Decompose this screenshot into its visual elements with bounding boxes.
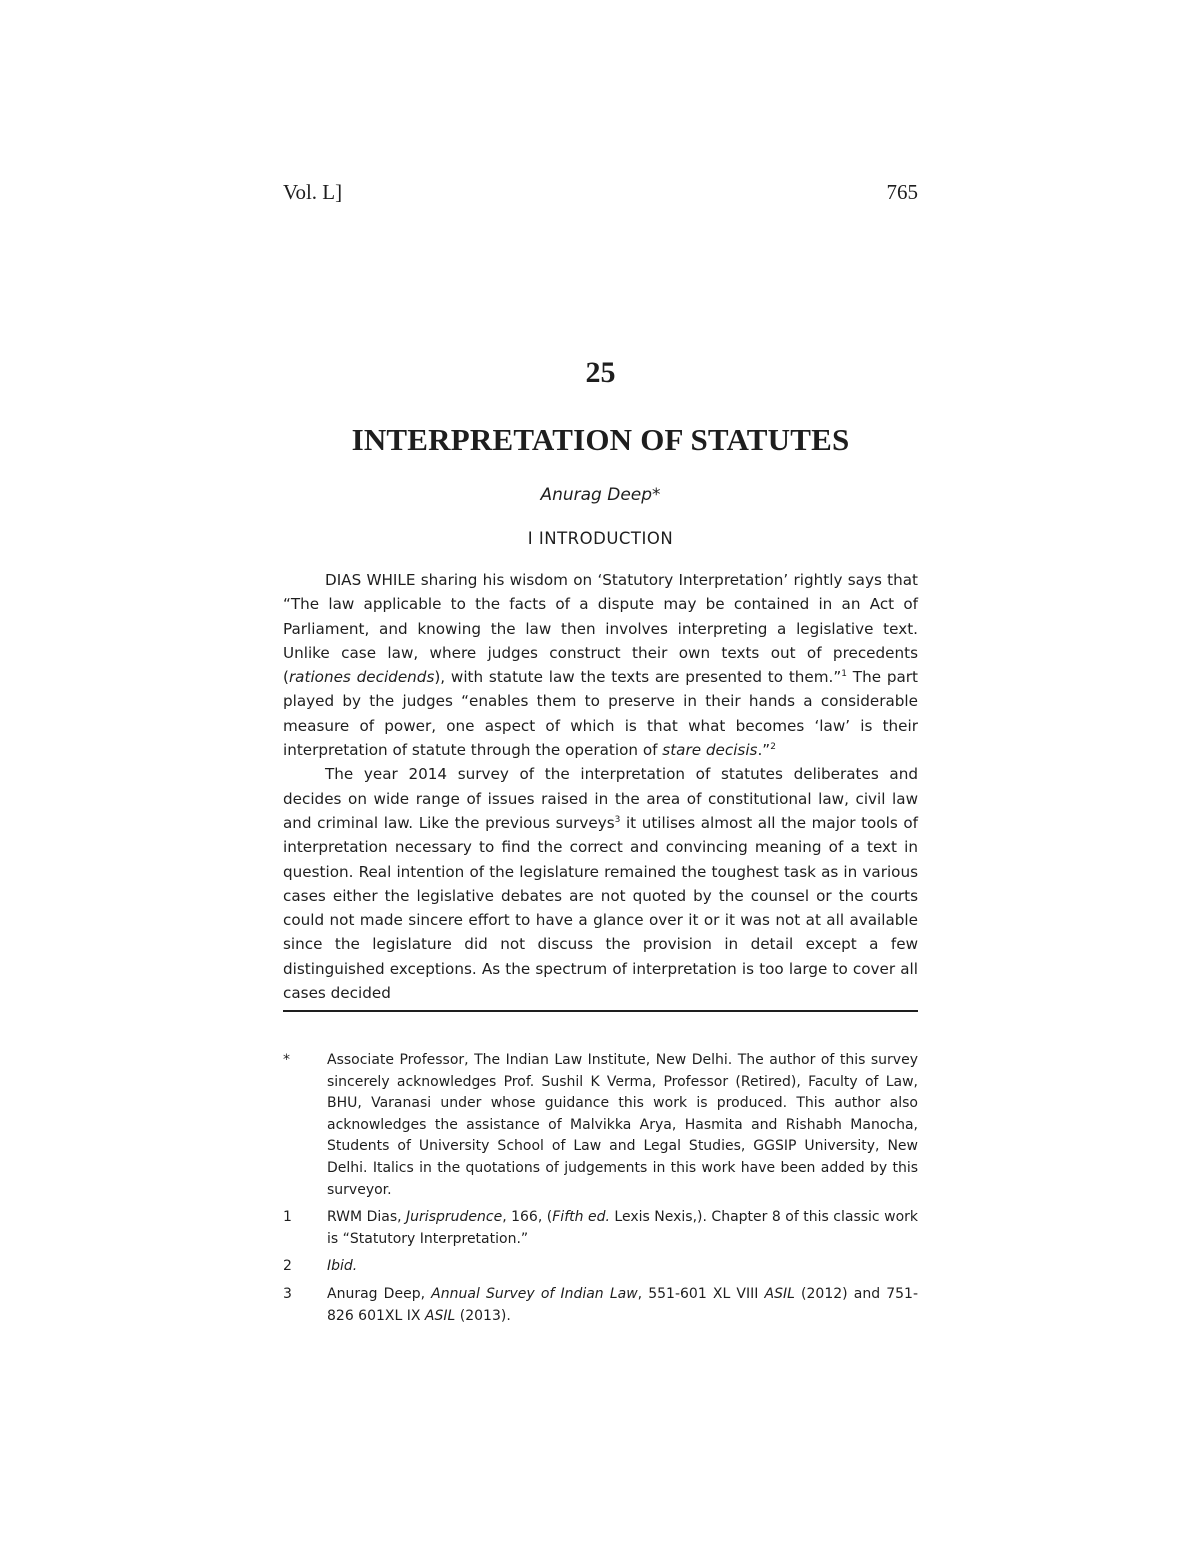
chapter-number: 25 (585, 356, 616, 389)
footnotes (283, 1050, 918, 1333)
chapter-title: INTERPRETATION OF STATUTES (351, 422, 850, 457)
footnote-text: RWM Dias, Jurisprudence, 166, (Fifth ed. Lexis Nexis,). Chapter 8 of this classic work is “Statutory Interpretation.” (327, 1209, 918, 1247)
section-heading: I INTRODUCTION (527, 529, 674, 548)
footnote-ref-3[interactable]: 3 (614, 814, 621, 825)
footnote-3 (283, 1284, 918, 1327)
paragraph-1: DIAS WHILE sharing his wisdom on ‘Statutory Interpretation’ rightly says that “The law applicable to the facts of a dispute may be contained in an Act of Parliament, and knowing the law then involves interpreting a legislative text. Unlike case law, where judges construct their own texts out of precedents (rationes decidends), with statute law the texts are presented to them.”$^1$ The part played by the judges “enables them to preserve in their hands a considerable measure of power, one aspect of which is that what becomes ‘law’ is their interpretation of statute through the operation of stare decisis.”$^2$ (283, 571, 918, 760)
page-number: 765 (886, 180, 918, 204)
footnote-text: Anurag Deep, Annual Survey of Indian Law, 551-601 XL VIII ASIL (2012) and 751-826 601XL IX ASIL (2013). (327, 1285, 919, 1324)
paragraph-2: The year 2014 survey of the interpretation of statutes deliberates and decides on wide range of issues raised in the area of constitutional law, civil law and criminal law. Like the previous surveys$^3$ it utilises almost all the major tools of interpretation necessary to find the correct and convincing meaning of a text in question. Real intention of the legislature remained the toughest task as in various cases either the legislative debates are not quoted by the counsel or the courts could not made sincere effort to have a glance over it or it was not at all available since the legislature did not discuss the provision in detail except a few distinguished exceptions. As the spectrum of interpretation is too large to cover all cases decided (283, 765, 918, 1003)
author-name: Anurag Deep* (540, 485, 661, 505)
footnote-mark: * (283, 1052, 290, 1068)
footnote-1 (283, 1207, 918, 1250)
footnote-text: Associate Professor, The Indian Law Institute, New Delhi. The author of this survey sincerely acknowledges Prof. Sushil K Verma, Professor (Retired), Faculty of Law, BHU, Varanasi under whose guidance this work is produced. This author also acknowledges the assistance of Malvikka Arya, Hasmita and Rishabh Manocha, Students of University School of Law and Legal Studies, GGSIP University, New Delhi. Italics in the quotations of judgements in this work have been added by this surveyor. (327, 1052, 918, 1198)
footnote-mark: 1 (283, 1209, 292, 1226)
footnote-2 (283, 1256, 918, 1278)
footnote-mark: 2 (283, 1258, 292, 1275)
footnote-mark: 3 (283, 1285, 292, 1302)
footnote-star (283, 1050, 918, 1201)
footnote-divider (283, 1010, 918, 1012)
footnote-ref-2[interactable]: 2 (770, 742, 776, 753)
volume-label: Vol. L] (283, 180, 343, 204)
body-text (283, 568, 918, 1005)
footnote-ref-1[interactable]: 1 (841, 669, 847, 680)
footnote-text: Ibid. (327, 1258, 358, 1275)
